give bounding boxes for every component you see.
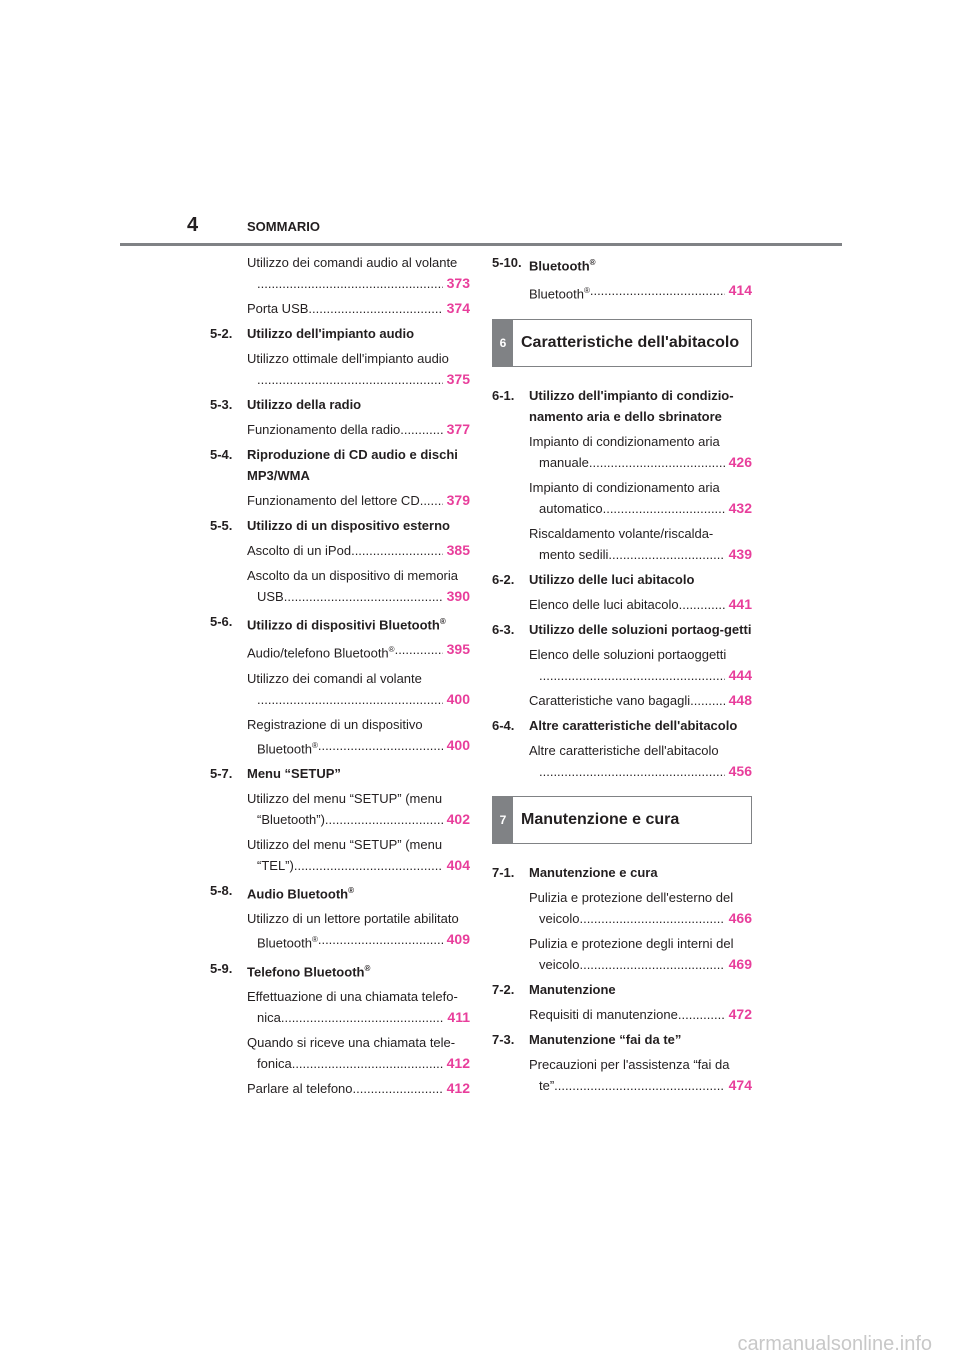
leader-dots xyxy=(281,1007,444,1028)
page-ref[interactable]: 395 xyxy=(446,641,470,658)
entry-text: Ascolto da un dispositivo di memoria xyxy=(247,568,458,583)
entry-text: Porta USB xyxy=(247,301,309,316)
registered-mark: ® xyxy=(583,286,590,296)
toc-entry[interactable] xyxy=(529,523,752,565)
leader-dots xyxy=(318,735,443,759)
chapter-number: 5-3. xyxy=(210,397,233,412)
section-title: SOMMARIO xyxy=(247,219,320,234)
chapter-number: 5-4. xyxy=(210,447,233,462)
chapter-number: 5-7. xyxy=(210,765,233,781)
page-ref[interactable]: 426 xyxy=(728,453,752,470)
entry-text-cont: manuale xyxy=(539,454,589,470)
chapter-title: Telefono Bluetooth xyxy=(247,963,365,979)
toc-entry[interactable] xyxy=(247,419,470,440)
page-ref[interactable]: 404 xyxy=(446,856,470,873)
entry-text: Precauzioni per l'assistenza “fai da xyxy=(529,1056,730,1072)
toc-entry[interactable] xyxy=(247,834,470,876)
leader-dots xyxy=(579,908,724,929)
leader-dots xyxy=(400,419,442,440)
registered-mark: ® xyxy=(439,617,446,626)
chapter-number: 5-9. xyxy=(210,960,233,976)
chapter-number: 7-3. xyxy=(492,1031,515,1047)
chapter-number: 5-2. xyxy=(210,326,233,341)
toc-entry[interactable] xyxy=(529,740,752,782)
chapter-heading xyxy=(210,444,470,486)
chapter-title: Bluetooth xyxy=(529,258,590,274)
chapter-number: 6-1. xyxy=(492,387,515,403)
registered-mark: ® xyxy=(311,740,318,750)
chapter-title: Menu “SETUP” xyxy=(247,765,341,781)
page-ref[interactable]: 412 xyxy=(446,1079,470,1096)
registered-mark: ® xyxy=(589,258,596,267)
page-ref[interactable]: 444 xyxy=(728,666,752,683)
toc-entry[interactable] xyxy=(247,714,470,759)
entry-text-cont: Bluetooth xyxy=(257,935,312,951)
toc-entry[interactable] xyxy=(247,668,470,710)
chapter-title: Utilizzo dell'impianto audio xyxy=(247,326,415,341)
entry-text-cont: te” xyxy=(539,1077,555,1093)
page-ref[interactable]: 412 xyxy=(446,1054,470,1071)
leader-dots xyxy=(284,586,443,607)
leader-dots xyxy=(257,273,443,294)
toc-entry[interactable] xyxy=(529,887,752,929)
entry-text: Altre caratteristiche dell'abitacolo xyxy=(529,742,719,758)
watermark-logo[interactable]: carmanualsonline.info xyxy=(737,1333,932,1355)
chapter-title: Altre caratteristiche dell'abitacolo xyxy=(529,717,738,733)
page-ref[interactable]: 409 xyxy=(446,931,470,948)
chapter-heading xyxy=(210,880,470,904)
leader-dots xyxy=(678,1004,725,1025)
page-ref[interactable]: 373 xyxy=(446,275,470,291)
page-ref[interactable]: 374 xyxy=(446,300,470,316)
leader-dots xyxy=(325,809,443,830)
leader-dots xyxy=(539,665,725,686)
toc-entry[interactable] xyxy=(529,933,752,975)
chapter-title: Manutenzione xyxy=(529,981,616,997)
registered-mark: ® xyxy=(364,963,371,973)
page-ref[interactable]: 448 xyxy=(728,691,752,708)
page-ref[interactable]: 377 xyxy=(446,421,470,437)
page-ref[interactable]: 432 xyxy=(728,499,752,516)
section-box-title: Manutenzione e cura xyxy=(521,810,680,828)
page-ref[interactable]: 466 xyxy=(728,909,752,926)
chapter-heading xyxy=(492,715,752,736)
entry-text-cont: “Bluetooth”) xyxy=(257,811,325,827)
leader-dots xyxy=(554,1075,724,1096)
page-ref[interactable]: 469 xyxy=(728,955,752,972)
chapter-number: 5-6. xyxy=(210,614,233,629)
leader-dots xyxy=(257,689,443,710)
entry-text: Ascolto di un iPod xyxy=(247,543,352,558)
entry-text: Registrazione di un dispositivo xyxy=(247,716,423,732)
entry-text: Utilizzo del menu “SETUP” (menu xyxy=(247,836,443,852)
chapter-number: 7-1. xyxy=(492,864,515,880)
entry-text: Caratteristiche vano bagagli xyxy=(529,692,691,708)
toc-entry[interactable] xyxy=(247,298,470,319)
chapter-heading xyxy=(210,323,470,344)
entry-text: Bluetooth xyxy=(529,286,584,302)
chapter-title: Utilizzo di dispositivi Bluetooth xyxy=(247,617,440,633)
chapter-title: Utilizzo delle soluzioni portaog-getti xyxy=(529,621,752,637)
chapter-heading xyxy=(492,1029,752,1050)
page-ref[interactable]: 441 xyxy=(728,595,752,612)
toc-entry[interactable] xyxy=(529,690,752,711)
toc-entry[interactable] xyxy=(247,565,470,607)
leader-dots xyxy=(603,498,725,519)
page-ref[interactable]: 439 xyxy=(728,545,752,562)
leader-dots xyxy=(589,452,725,473)
entry-text-cont: fonica xyxy=(257,1055,292,1071)
toc-entry[interactable] xyxy=(529,280,752,304)
page-ref[interactable]: 400 xyxy=(446,736,470,753)
chapter-heading xyxy=(210,515,470,536)
entry-text-cont: nica xyxy=(257,1009,281,1025)
page-ref[interactable]: 385 xyxy=(446,542,470,558)
entry-text-cont: automatico xyxy=(539,500,603,516)
section-tab: 6 xyxy=(493,320,513,366)
registered-mark: ® xyxy=(311,935,318,945)
chapter-title: Utilizzo delle luci abitacolo xyxy=(529,571,695,587)
page-ref[interactable]: 390 xyxy=(446,588,470,604)
chapter-number: 6-3. xyxy=(492,621,515,637)
section-box-6[interactable] xyxy=(492,319,752,367)
entry-text: Pulizia e protezione degli interni del xyxy=(529,935,734,951)
entry-text: Requisiti di manutenzione xyxy=(529,1006,678,1022)
entry-text: Riscaldamento volante/riscalda- xyxy=(529,525,714,541)
page-ref[interactable]: 474 xyxy=(728,1076,752,1093)
entry-text: Pulizia e protezione dell'esterno del xyxy=(529,889,734,905)
chapter-title: Audio Bluetooth xyxy=(247,886,349,902)
chapter-title: Utilizzo della radio xyxy=(247,397,362,412)
toc-entry[interactable] xyxy=(247,540,470,561)
registered-mark: ® xyxy=(388,645,395,655)
page-ref[interactable]: 456 xyxy=(728,762,752,779)
toc-entry[interactable] xyxy=(529,431,752,473)
entry-text-cont: veicolo xyxy=(539,910,580,926)
leader-dots xyxy=(690,690,724,711)
toc-entry[interactable] xyxy=(247,348,470,390)
section-box-7[interactable] xyxy=(492,796,752,844)
entry-text: Effettuazione di una chiamata telefo- xyxy=(247,988,458,1004)
entry-text-cont: USB xyxy=(257,589,284,604)
section-tab: 7 xyxy=(493,797,513,843)
chapter-heading xyxy=(492,862,752,883)
entry-text: Utilizzo dei comandi al volante xyxy=(247,670,422,686)
page-ref[interactable]: 379 xyxy=(446,492,470,508)
page-ref[interactable]: 414 xyxy=(728,282,752,299)
leader-dots xyxy=(257,369,443,390)
leader-dots xyxy=(351,540,443,561)
toc-entry[interactable] xyxy=(529,477,752,519)
toc-entry[interactable] xyxy=(247,1032,470,1074)
entry-text: Utilizzo di un lettore portatile abilitato xyxy=(247,911,459,927)
chapter-heading xyxy=(210,958,470,982)
chapter-heading xyxy=(492,569,752,590)
registered-mark: ® xyxy=(348,885,354,895)
chapter-heading xyxy=(492,979,752,1000)
leader-dots xyxy=(308,298,442,319)
entry-text: Quando si riceve una chiamata tele- xyxy=(247,1034,456,1050)
entry-text: Impianto di condizionamento aria xyxy=(529,479,720,495)
chapter-title: Manutenzione e cura xyxy=(529,864,658,880)
section-box-title: Caratteristiche dell'abitacolo xyxy=(521,333,740,351)
chapter-heading xyxy=(210,611,470,635)
toc-entry[interactable] xyxy=(529,594,752,615)
toc-entry[interactable] xyxy=(247,252,470,294)
leader-dots xyxy=(539,761,725,782)
leader-dots xyxy=(590,280,725,304)
page-ref[interactable]: 402 xyxy=(446,810,470,827)
chapter-number: 7-2. xyxy=(492,981,515,997)
entry-text-cont: veicolo xyxy=(539,956,580,972)
chapter-number: 5-5. xyxy=(210,518,233,533)
page-ref[interactable]: 400 xyxy=(446,690,470,707)
page-number: 4 xyxy=(187,214,199,236)
entry-text: Parlare al telefono xyxy=(247,1080,353,1096)
chapter-heading xyxy=(492,252,752,276)
chapter-number: 6-2. xyxy=(492,571,515,587)
leader-dots xyxy=(679,594,725,615)
leader-dots xyxy=(608,544,724,565)
leader-dots xyxy=(395,639,443,663)
leader-dots xyxy=(294,855,443,876)
entry-text: Impianto di condizionamento aria xyxy=(529,433,720,449)
chapter-number: 6-4. xyxy=(492,717,515,733)
entry-text-cont: “TEL”) xyxy=(257,857,294,873)
page-ref[interactable]: 375 xyxy=(446,371,470,387)
leader-dots xyxy=(318,929,443,953)
toc-entry[interactable] xyxy=(247,908,470,953)
leader-dots xyxy=(420,490,443,511)
entry-text: Utilizzo ottimale dell'impianto audio xyxy=(247,351,449,366)
toc-entry[interactable] xyxy=(529,1054,752,1096)
toc-entry[interactable] xyxy=(247,1078,470,1099)
toc-entry[interactable] xyxy=(247,639,470,663)
entry-text: Utilizzo del menu “SETUP” (menu xyxy=(247,790,443,806)
entry-text: Elenco delle soluzioni portaoggetti xyxy=(529,646,727,662)
toc-entry[interactable] xyxy=(529,1004,752,1025)
chapter-heading xyxy=(492,619,752,640)
chapter-heading xyxy=(492,385,752,427)
entry-text: Utilizzo dei comandi audio al volante xyxy=(247,255,458,270)
entry-text-cont: mento sedili xyxy=(539,546,609,562)
chapter-heading xyxy=(210,763,470,784)
chapter-heading xyxy=(210,394,470,415)
toc-entry[interactable] xyxy=(529,644,752,686)
leader-dots xyxy=(579,954,724,975)
toc-entry[interactable] xyxy=(247,986,470,1028)
entry-text: Funzionamento della radio xyxy=(247,422,401,437)
toc-left-column xyxy=(210,252,470,1099)
entry-text: Elenco delle luci abitacolo xyxy=(529,596,679,612)
toc-entry[interactable] xyxy=(247,788,470,830)
entry-text: Funzionamento del lettore CD xyxy=(247,493,420,508)
leader-dots xyxy=(292,1053,443,1074)
toc-entry[interactable] xyxy=(247,490,470,511)
toc-right-column xyxy=(492,252,752,1096)
page-ref[interactable]: 411 xyxy=(447,1008,470,1025)
chapter-title: Utilizzo di un dispositivo esterno xyxy=(247,518,450,533)
page-ref[interactable]: 472 xyxy=(728,1005,752,1022)
chapter-title: Utilizzo dell'impianto di condizio-namento aria e dello sbrinatore xyxy=(529,387,734,424)
chapter-title: Manutenzione “fai da te” xyxy=(529,1031,682,1047)
chapter-number: 5-10. xyxy=(492,255,522,270)
entry-text-cont: Bluetooth xyxy=(257,740,312,756)
header-rule xyxy=(120,243,842,246)
chapter-number: 5-8. xyxy=(210,882,233,898)
leader-dots xyxy=(353,1078,443,1099)
entry-text: Audio/telefono Bluetooth xyxy=(247,645,389,661)
chapter-title: Riproduzione di CD audio e dischi MP3/WMA xyxy=(247,447,458,483)
